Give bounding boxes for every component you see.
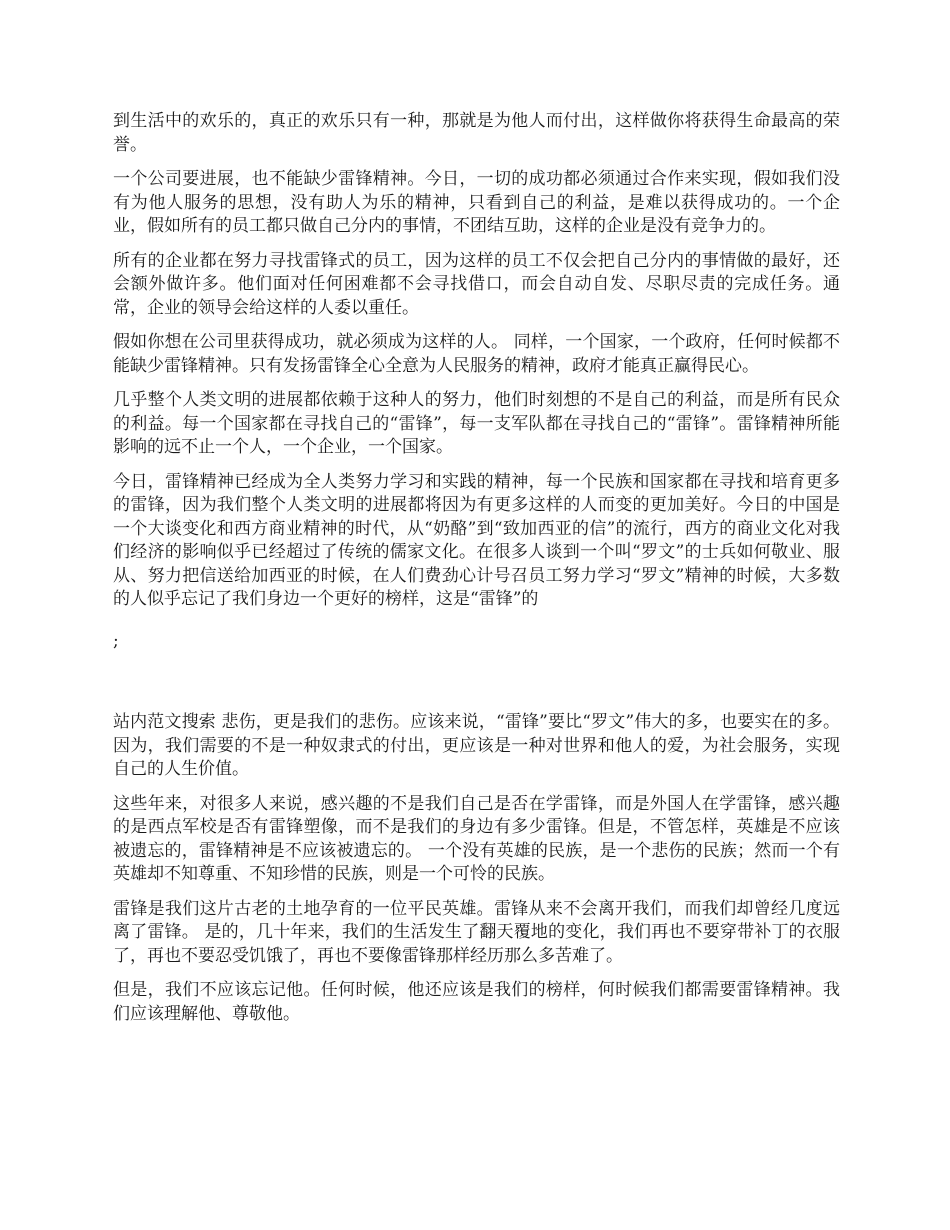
document-body: [113, 110, 840, 1037]
paragraph: 到生活中的欢乐的，真正的欢乐只有一种，那就是为他人而付出，这样做你将获得生命最高的荣誉。: [113, 111, 840, 155]
paragraph: 几乎整个人类文明的进展都依赖于这种人的努力，他们时刻想的不是自己的利益，而是所有民众的利益。每一个国家都在寻找自己的“雷锋”，每一支军队都在寻找自己的“雷锋”。雷锋精神所能影响的远不止一个人，一个企业，一个国家。: [113, 390, 840, 457]
paragraph: 这些年来，对很多人来说，感兴趣的不是我们自己是否在学雷锋，而是外国人在学雷锋，感兴趣的是西点军校是否有雷锋塑像，而不是我们的身边有多少雷锋。但是，不管怎样，英雄是不应该被遗忘的，雷锋精神是不应该被遗忘的。 一个没有英雄的民族，是一个悲伤的民族；然而一个有英雄却不知尊重、不知珍惜的民族，则是一个可怜的民族。: [113, 793, 840, 884]
paragraph: 但是，我们不应该忘记他。任何时候，他还应该是我们的榜样，何时候我们都需要雷锋精神。我们应该理解他、尊敬他。: [113, 980, 840, 1024]
paragraph: 一个公司要进展，也不能缺少雷锋精神。今日，一切的成功都必须通过合作来实现，假如我们没有为他人服务的思想，没有助人为乐的精神，只看到自己的利益，是难以获得成功的。一个企业，假如所有的员工都只做自己分内的事情，不团结互助，这样的企业是没有竞争力的。: [113, 169, 840, 236]
paragraph: 站内范文搜索 悲伤，更是我们的悲伤。应该来说，“雷锋”要比“罗文”伟大的多，也要实在的多。因为，我们需要的不是一种奴隶式的付出，更应该是一种对世界和他人的爱，为社会服务，实现自己的人生价值。: [113, 712, 840, 779]
paragraph: 所有的企业都在努力寻找雷锋式的员工，因为这样的员工不仅会把自己分内的事情做的最好，还会额外做许多。他们面对任何困难都不会寻找借口，而会自动自发、尽职尽责的完成任务。通常，企业的领导会给这样的人委以重任。: [113, 250, 840, 318]
paragraph: 今日，雷锋精神已经成为全人类努力学习和实践的精神，每一个民族和国家都在寻找和培育更多的雷锋，因为我们整个人类文明的进展都将因为有更多这样的人而变的更加美好。今日的中国是一个大谈变化和西方商业精神的时代，从“奶酪”到“致加西亚的信”的流行，西方的商业文化对我们经济的影响似乎已经超过了传统的儒家文化。在很多人谈到一个叫“罗文”的士兵如何敬业、服从、努力把信送给加西亚的时候，在人们费劲心计号召员工努力学习“罗文”精神的时候，大多数的人似乎忘记了我们身边一个更好的榜样，这是“雷锋”的: [113, 471, 840, 609]
paragraph: 假如你想在公司里获得成功，就必须成为这样的人。 同样，一个国家，一个政府，任何时候都不能缺少雷锋精神。只有发扬雷锋全心全意为人民服务的精神，政府才能真正赢得民心。: [113, 332, 840, 376]
separator-semicolon: ;: [113, 630, 119, 651]
paragraph: 雷锋是我们这片古老的土地孕育的一位平民英雄。雷锋从来不会离开我们，而我们却曾经几度远离了雷锋。 是的，几十年来，我们的生活发生了翻天覆地的变化，我们再也不要穿带补丁的衣服了，再也不要忍受饥饿了，再也不要像雷锋那样经历那么多苦难了。: [113, 898, 840, 966]
